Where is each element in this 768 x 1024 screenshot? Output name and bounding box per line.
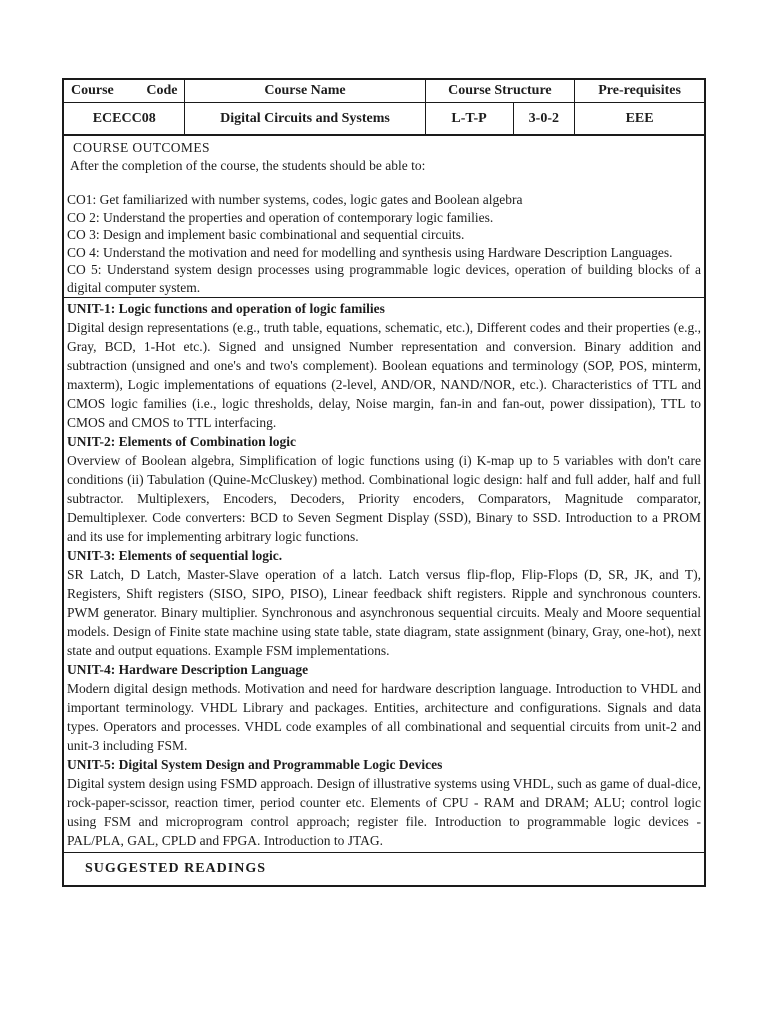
course-name-value: Digital Circuits and Systems bbox=[185, 103, 425, 136]
unit-3 bbox=[67, 546, 701, 660]
header-course-code-word2: Code bbox=[146, 83, 178, 98]
unit-2-title: UNIT-2: Elements of Combination logic bbox=[67, 434, 297, 449]
ltp-value: 3-0-2 bbox=[513, 103, 575, 136]
course-code-value: ECECC08 bbox=[63, 103, 185, 136]
header-course-name: Course Name bbox=[185, 79, 425, 103]
course-outcome-co3: CO 3: Design and implement basic combinational and sequential circuits. bbox=[67, 227, 465, 242]
course-outcomes-title: COURSE OUTCOMES bbox=[73, 140, 210, 155]
unit-1-title: UNIT-1: Logic functions and operation of logic families bbox=[67, 301, 385, 316]
header-course-code bbox=[63, 79, 185, 103]
unit-5-body: Digital system design using FSMD approach. Design of illustrative systems using VHDL, such as game of dual-dice, rock-paper-scissor, reaction timer, period counter etc. Elements of CPU - RAM and DRAM; ALU; control logic using FSM and microprogram control approach; register file. Introduction to programmable logic devices - PAL/PLA, GAL, CPLD and FPGA. Introduction to JTAG. bbox=[67, 776, 701, 848]
unit-3-body: SR Latch, D Latch, Master-Slave operation of a latch. Latch versus flip-flop, Flip-Flops (D, SR, JK, and T), Registers, Shift registers (SISO, SIPO, PISO), Linear feedback shift registers. Ripple and synchronous counters. PWM generator. Binary multiplier. Synchronous and asynchronous sequential circuits. Mealy and Moore sequential models. Design of Finite state machine using state table, state diagram, state assignment (binary, Gray, one-hot), next state and output equations. Example FSM implementations. bbox=[67, 567, 701, 658]
unit-5-title: UNIT-5: Digital System Design and Programmable Logic Devices bbox=[67, 757, 443, 772]
suggested-readings-title: SUGGESTED READINGS bbox=[85, 861, 266, 876]
header-course-code-word1: Course bbox=[71, 83, 114, 98]
unit-5 bbox=[67, 755, 701, 850]
unit-1-body: Digital design representations (e.g., truth table, equations, schematic, etc.), Different codes and their properties (e.g., Gray, BCD, 1-Hot etc.). Signed and unsigned Number representation and conversion. Binary addition and subtraction (unsigned and one's and two's complement). Boolean equations and terminology (SOP, POS, minterm, maxterm), Logic implementations of equations (2-level, AND/OR, NAND/NOR, etc.). Characteristics of TTL and CMOS logic families (i.e., logic thresholds, delay, Noise margin, fan-in and fan-out, power dissipation), TTL to CMOS and CMOS to TTL interfacing. bbox=[67, 320, 701, 430]
course-syllabus-table bbox=[62, 78, 706, 887]
suggested-readings-section bbox=[64, 852, 704, 885]
unit-2 bbox=[67, 432, 701, 546]
course-outcome-co4: CO 4: Understand the motivation and need for modelling and synthesis using Hardware Description Languages. bbox=[67, 244, 673, 260]
course-outcome-co2: CO 2: Understand the properties and operation of contemporary logic families. bbox=[67, 209, 494, 225]
unit-4-title: UNIT-4: Hardware Description Language bbox=[67, 662, 309, 677]
course-header-table bbox=[62, 78, 706, 136]
course-outcomes-section bbox=[64, 136, 704, 297]
course-outcome-co5: CO 5: Understand system design processes using programmable logic devices, operation of building blocks of a digital computer system. bbox=[67, 262, 701, 295]
course-outcome-co1: CO1: Get familiarized with number systems, codes, logic gates and Boolean algebra bbox=[67, 192, 523, 207]
units-section bbox=[64, 297, 704, 852]
unit-1 bbox=[67, 299, 701, 432]
syllabus-body bbox=[62, 136, 706, 887]
blank-line bbox=[67, 174, 701, 191]
unit-2-body: Overview of Boolean algebra, Simplification of logic functions using (i) K-map up to 5 variables with don't care conditions (ii) Tabulation (Quine-McCluskey) method. Combinational logic design: half and full adder, half and full subtractor. Multiplexers, Encoders, Decoders, Priority encoders, Comparators, Magnitude comparator, Demultiplexer. Code converters: BCD to Seven Segment Display (SSD), Binary to SSD. Introduction to a PROM and its use for implementing arbitrary logic functions. bbox=[67, 453, 701, 544]
prerequisites-value: EEE bbox=[575, 103, 705, 136]
unit-4-body: Modern digital design methods. Motivation and need for hardware description language. Introduction to VHDL and important terminology. VHDL Library and packages. Entities, architecture and configurations. Signals and data types. Operators and processes. VHDL code examples of all combinational and sequential circuits from unit-2 and unit-3 including FSM. bbox=[67, 681, 701, 753]
header-prerequisites: Pre-requisites bbox=[575, 79, 705, 103]
header-course-structure: Course Structure bbox=[425, 79, 575, 103]
unit-4 bbox=[67, 660, 701, 755]
unit-3-title: UNIT-3: Elements of sequential logic. bbox=[67, 548, 283, 563]
ltp-label: L-T-P bbox=[425, 103, 513, 136]
course-outcomes-intro: After the completion of the course, the students should be able to: bbox=[70, 157, 426, 173]
